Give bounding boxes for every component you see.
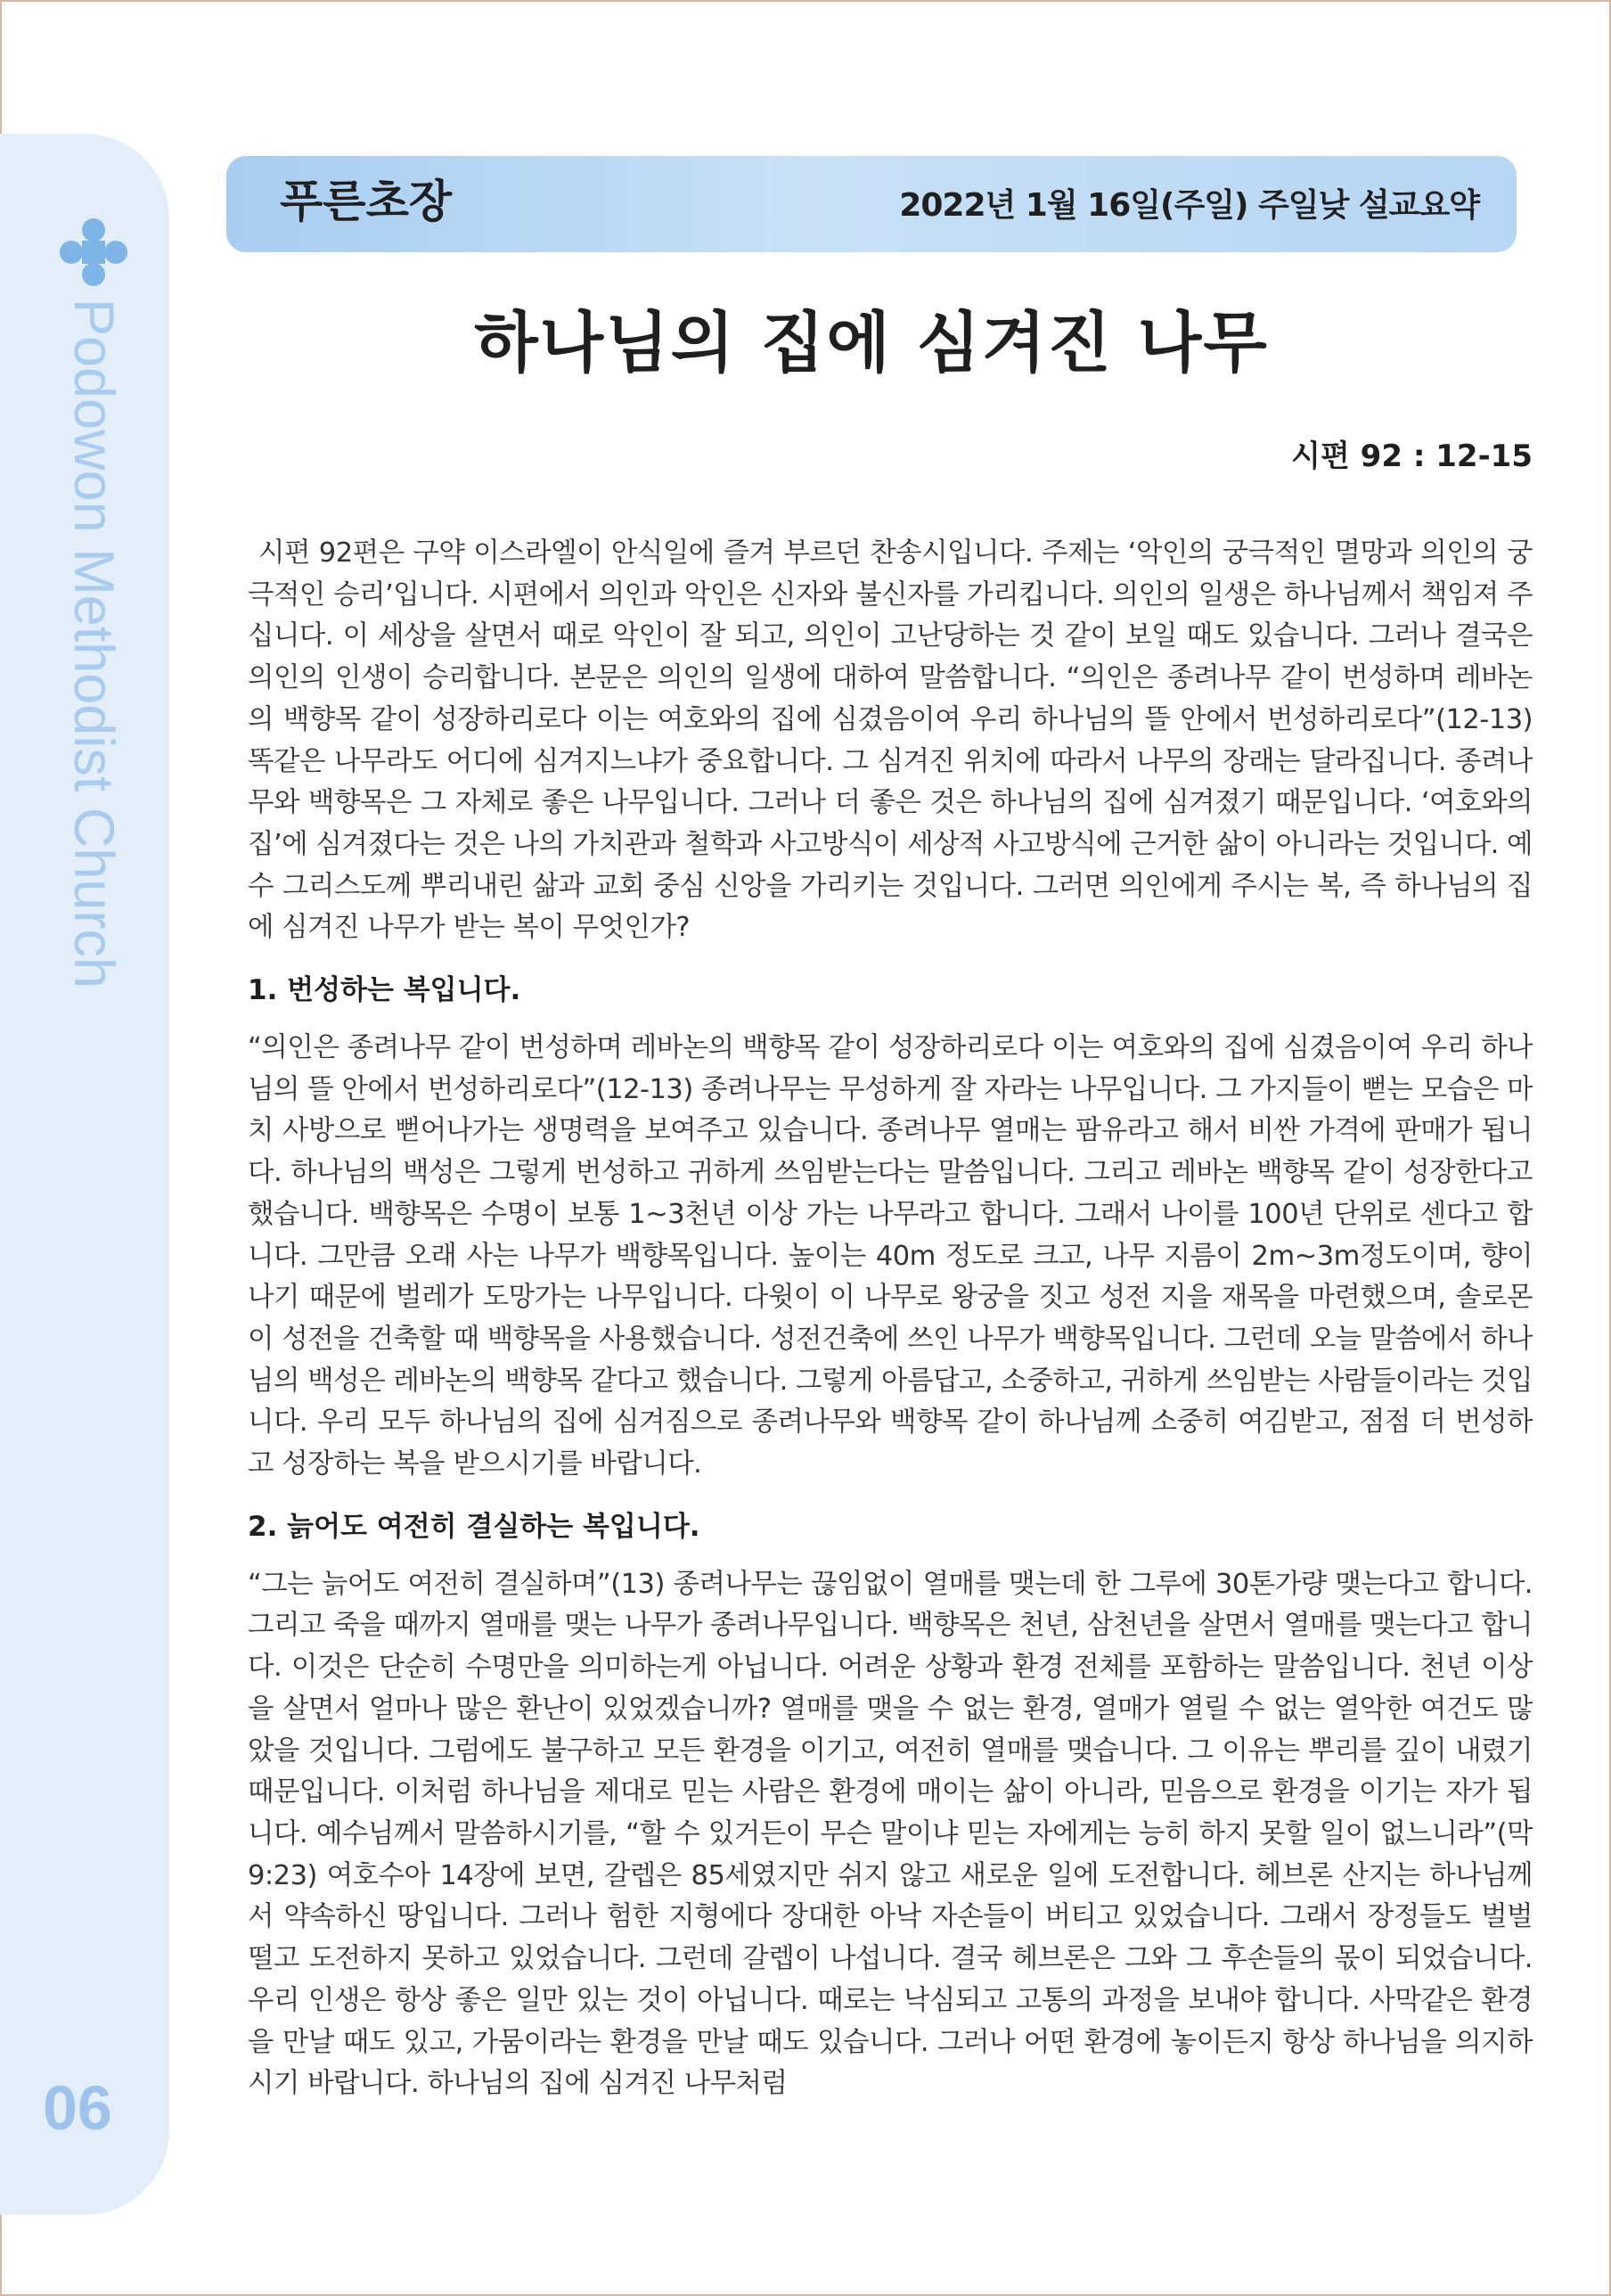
section-2-paragraph: “그는 늙어도 여전히 결실하며”(13) 종려나무는 끊임없이 열매를 맺는데 한 그루에 30톤가량 맺는다고 합니다. 그리고 죽을 때까지 열매를 맺는 나무가 종려나무입니다. 백향목은 천년, 삼천년을 살면서 열매를 맺는다고 합니다. 이것은 단순히 수명만을 의미하는게 아닙니다. 어려운 상황과 환경 전체를 포함하는 말씀입니다. 천년 이상을 살면서 얼마나 많은 환난이 있었겠습니까? 열매를 맺을 수 없는 환경, 열매가 열릴 수 없는 열악한 여건도 많았을 것입니다. 그럼에도 불구하고 모든 환경을 이기고, 여전히 열매를 맺습니다. 그 이유는 뿌리를 깊이 내렸기 때문입니다. 이처럼 하나님을 제대로 믿는 사람은 환경에 매이는 삶이 아니라, 믿음으로 환경을 이기는 자가 됩니다. 예수님께서 말씀하시기를, “할 수 있거든이 무슨 말이냐 믿는 자에게는 능히 하지 못할 일이 없느니라”(막9:23) 여호수아 14장에 보면, 갈렙은 85세였지만 쉬지 않고 새로운 일에 도전합니다. 헤브론 산지는 하나님께서 약속하신 땅입니다. 그러나 험한 지형에다 장대한 아낙 자손들이 버티고 있었습니다. 그래서 장정들도 벌벌 떨고 도전하지 못하고 있었습니다. 그런데 갈렙이 나섭니다. 결국 헤브론은 그와 그 후손들의 몫이 되었습니다. 우리 인생은 항상 좋은 일만 있는 것이 아닙니다. 때로는 낙심되고 고통의 과정을 보내야 합니다. 사막같은 환경을 만날 때도 있고, 가뭄이라는 환경을 만날 때도 있습니다. 그러나 어떤 환경에 놓이든지 항상 하나님을 의지하시기 바랍니다. 하나님의 집에 심겨진 나무처럼 [248,1568,1533,2100]
scripture-reference: 시편 92 : 12-15 [1291,439,1533,474]
intro-paragraph: 시편 92편은 구약 이스라엘이 안식일에 즐겨 부르던 찬송시입니다. 주제는 ‘악인의 궁극적인 멸망과 의인의 궁극적인 승리’입니다. 시편에서 의인과 악인은 신자와 불신자를 가리킵니다. 의인의 일생은 하나님께서 책임져 주십니다. 이 세상을 살면서 때로 악인이 잘 되고, 의인이 고난당하는 것 같이 보일 때도 있습니다. 그러나 결국은 의인의 인생이 승리합니다. 본문은 의인의 일생에 대하여 말씀합니다. “의인은 종려나무 같이 번성하며 레바논의 백향목 같이 성장하리로다 이는 여호와의 집에 심겼음이여 우리 하나님의 뜰 안에서 번성하리로다”(12-13) 똑같은 나무라도 어디에 심겨지느냐가 중요합니다. 그 심겨진 위치에 따라서 나무의 장래는 달라집니다. 종려나무와 백향목은 그 자체로 좋은 나무입니다. 그러나 더 좋은 것은 하나님의 집에 심겨졌기 때문입니다. ‘여호와의 집’에 심겨졌다는 것은 나의 가치관과 철학과 사고방식이 세상적 사고방식에 근거한 삶이 아니라는 것입니다. 예수 그리스도께 뿌리내린 삶과 교회 중심 신앙을 가리키는 것입니다. 그러면 의인에게 주시는 복, 즉 하나님의 집에 심겨진 나무가 받는 복이 무엇인가? [248,537,1533,944]
section-2-heading: 2. 늙어도 여전히 결실하는 복입니다. [248,1510,700,1543]
date-line: 2022년 1월 16일(주일) 주일낮 설교요약 [899,187,1479,224]
church-name: Podowon Methodist Church [62,299,125,988]
cross-flower-icon [59,217,128,287]
page-number: 06 [43,2073,112,2143]
header-bar [226,156,1517,252]
sermon-title: 하나님의 집에 심겨진 나무 [474,305,1269,381]
section-1-heading: 1. 번성하는 복입니다. [248,974,521,1007]
sermon-body [248,533,1533,2105]
section-label: 푸른초장 [280,176,453,227]
section-1-paragraph: “의인은 종려나무 같이 번성하며 레바논의 백향목 같이 성장하리로다 이는 여호와의 집에 심겼음이여 우리 하나님의 뜰 안에서 번성하리로다”(12-13) 종려나무는 무성하게 잘 자라는 나무입니다. 그 가지들이 뻗는 모습은 마치 사방으로 뻗어나가는 생명력을 보여주고 있습니다. 종려나무 열매는 팜유라고 해서 비싼 가격에 판매가 됩니다. 하나님의 백성은 그렇게 번성하고 귀하게 쓰임받는다는 말씀입니다. 그리고 레바논 백향목 같이 성장한다고 했습니다. 백향목은 수명이 보통 1~3천년 이상 가는 나무라고 합니다. 그래서 나이를 100년 단위로 센다고 합니다. 그만큼 오래 사는 나무가 백향목입니다. 높이는 40m 정도로 크고, 나무 지름이 2m~3m정도이며, 향이 나기 때문에 벌레가 도망가는 나무입니다. 다윗이 이 나무로 왕궁을 짓고 성전 지을 재목을 마련했으며, 솔로몬이 성전을 건축할 때 백향목을 사용했습니다. 성전건축에 쓰인 나무가 백향목입니다. 그런데 오늘 말씀에서 하나님의 백성은 레바논의 백향목 같다고 했습니다. 그렇게 아름답고, 소중하고, 귀하게 쓰임받는 사람들이라는 것입니다. 우리 모두 하나님의 집에 심겨짐으로 종려나무와 백향목 같이 하나님께 소중히 여김받고, 점점 더 번성하고 성장하는 복을 받으시기를 바랍니다. [248,1032,1533,1480]
